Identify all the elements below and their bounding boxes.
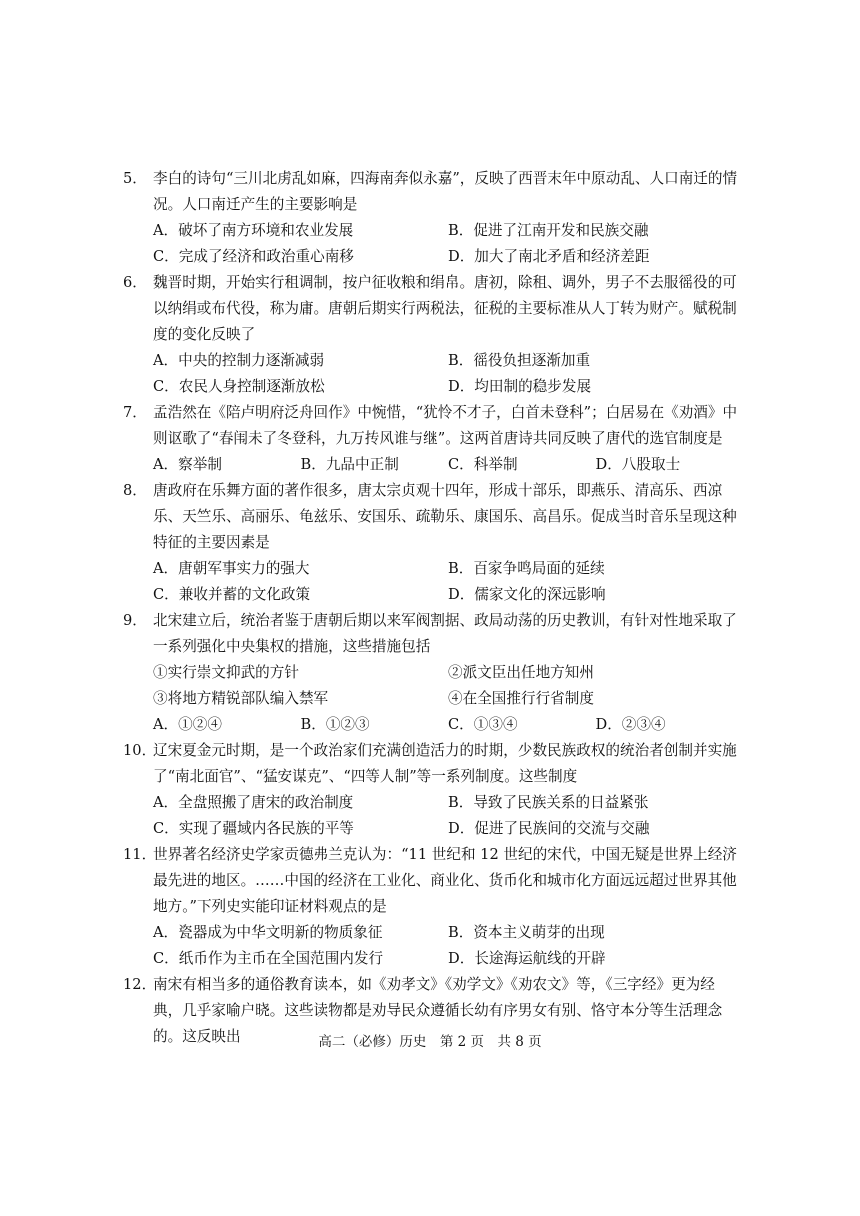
option-a: A．察举制: [153, 456, 222, 473]
option-b: B．百家争鸣局面的延续: [448, 560, 605, 577]
question-list: [123, 166, 743, 1050]
options-row: [123, 218, 743, 244]
item-4: ④在全国推行行省制度: [448, 690, 594, 707]
option-a: A．瓷器成为中华文明新的物质象征: [153, 924, 383, 941]
question-stem: 魏晋时期，开始实行租调制，按户征收粮和绢帛。唐初，除租、调外，男子不去服徭役的可以纳绢或布代役，称为庸。唐朝后期实行两税法，征税的主要标准从人丁转为财产。赋税制度的变化反映了: [153, 274, 737, 343]
question-stem: 李白的诗句“三川北虏乱如麻，四海南奔似永嘉”，反映了西晋末年中原动乱、人口南迁的情况。人口南迁产生的主要影响是: [153, 170, 738, 213]
options-row: [123, 556, 743, 582]
item-2: ②派文臣出任地方知州: [448, 664, 594, 681]
items-row: [123, 686, 743, 712]
question-5: [123, 166, 743, 218]
question-number: 11．: [123, 846, 157, 863]
item-3: ③将地方精锐部队编入禁军: [153, 690, 329, 707]
question-stem: 唐政府在乐舞方面的著作很多，唐太宗贞观十四年，形成十部乐，即燕乐、清高乐、西凉乐、天竺乐、高丽乐、龟兹乐、安国乐、疏勒乐、康国乐、高昌乐。促成当时音乐呈现这种特征的主要因素是: [153, 482, 737, 551]
question-number: 10．: [123, 742, 157, 759]
question-stem: 孟浩然在《陪卢明府泛舟回作》中惋惜，“犹怜不才子，白首未登科”；白居易在《劝酒》中则讴歌了“春闱未了冬登科，九万抟风谁与继”。这两首唐诗共同反映了唐代的选官制度是: [153, 404, 738, 447]
option-a: A．①②④: [153, 716, 222, 733]
options-row: [123, 712, 743, 738]
option-b: B．徭役负担逐渐加重: [448, 352, 591, 369]
option-d: D．儒家文化的深远影响: [448, 586, 606, 603]
question-stem: 南宋有相当多的通俗教育读本，如《劝孝文》《劝学文》《劝农文》等，《三字经》更为经典，几乎家喻户晓。这些读物都是劝导民众遵循长幼有序男女有别、恪守本分等生活理念的。这反映出: [153, 976, 723, 1045]
option-c: C．实现了疆域内各民族的平等: [153, 820, 354, 837]
options-row: [123, 582, 743, 608]
question-number: 8．: [123, 482, 147, 499]
question-number: 7．: [123, 404, 147, 421]
options-row: [123, 946, 743, 972]
question-9: [123, 608, 743, 660]
option-d: D．长途海运航线的开辟: [448, 950, 606, 967]
option-d: D．均田制的稳步发展: [448, 378, 592, 395]
items-row: [123, 660, 743, 686]
options-row: [123, 790, 743, 816]
question-number: 9．: [123, 612, 147, 629]
options-row: [123, 348, 743, 374]
option-b: B．①②③: [300, 716, 370, 733]
question-6: [123, 270, 743, 348]
question-stem: 世界著名经济史学家贡德弗兰克认为：“11 世纪和 12 世纪的宋代，中国无疑是世界上经济最先进的地区。……中国的经济在工业化、商业化、货币化和城市化方面远远超过世界其他地方。”下列史实能印证材料观点的是: [153, 846, 737, 915]
options-row: [123, 374, 743, 400]
question-stem: 北宋建立后，统治者鉴于唐朝后期以来军阀割据、政局动荡的历史教训，有针对性地采取了一系列强化中央集权的措施，这些措施包括: [153, 612, 737, 655]
question-stem: 辽宋夏金元时期，是一个政治家们充满创造活力的时期，少数民族政权的统治者创制并实施了“南北面官”、“猛安谋克”、“四等人制”等一系列制度。这些制度: [153, 742, 737, 785]
page-footer: 高二（必修）历史 第 2 页 共 8 页: [318, 1034, 542, 1050]
option-a: A．唐朝军事实力的强大: [153, 560, 310, 577]
option-c: C．农民人身控制逐渐放松: [153, 378, 325, 395]
option-c: C．纸币作为主币在全国范围内发行: [153, 950, 384, 967]
question-10: [123, 738, 743, 790]
option-c: C．科举制: [448, 456, 518, 473]
option-d: D．促进了民族间的交流与交融: [448, 820, 650, 837]
options-row: [123, 816, 743, 842]
item-1: ①实行崇文抑武的方针: [153, 664, 299, 681]
options-row: [123, 452, 743, 478]
option-c: C．完成了经济和政治重心南移: [153, 248, 354, 265]
options-row: [123, 920, 743, 946]
question-7: [123, 400, 743, 452]
option-b: B．导致了民族关系的日益紧张: [448, 794, 649, 811]
option-a: A．破坏了南方环境和农业发展: [153, 222, 354, 239]
option-d: D．加大了南北矛盾和经济差距: [448, 248, 650, 265]
option-d: D．八股取士: [595, 456, 681, 473]
option-b: B．九品中正制: [300, 456, 399, 473]
option-c: C．兼收并蓄的文化政策: [153, 586, 311, 603]
option-a: A．中央的控制力逐渐减弱: [153, 352, 325, 369]
question-8: [123, 478, 743, 556]
option-b: B．促进了江南开发和民族交融: [448, 222, 649, 239]
option-c: C．①③④: [448, 716, 518, 733]
option-a: A．全盘照搬了唐宋的政治制度: [153, 794, 354, 811]
question-number: 6．: [123, 274, 147, 291]
question-number: 5．: [123, 170, 147, 187]
options-row: [123, 244, 743, 270]
question-number: 12．: [123, 976, 157, 993]
question-11: [123, 842, 743, 920]
option-b: B．资本主义萌芽的出现: [448, 924, 605, 941]
option-d: D．②③④: [595, 716, 666, 733]
